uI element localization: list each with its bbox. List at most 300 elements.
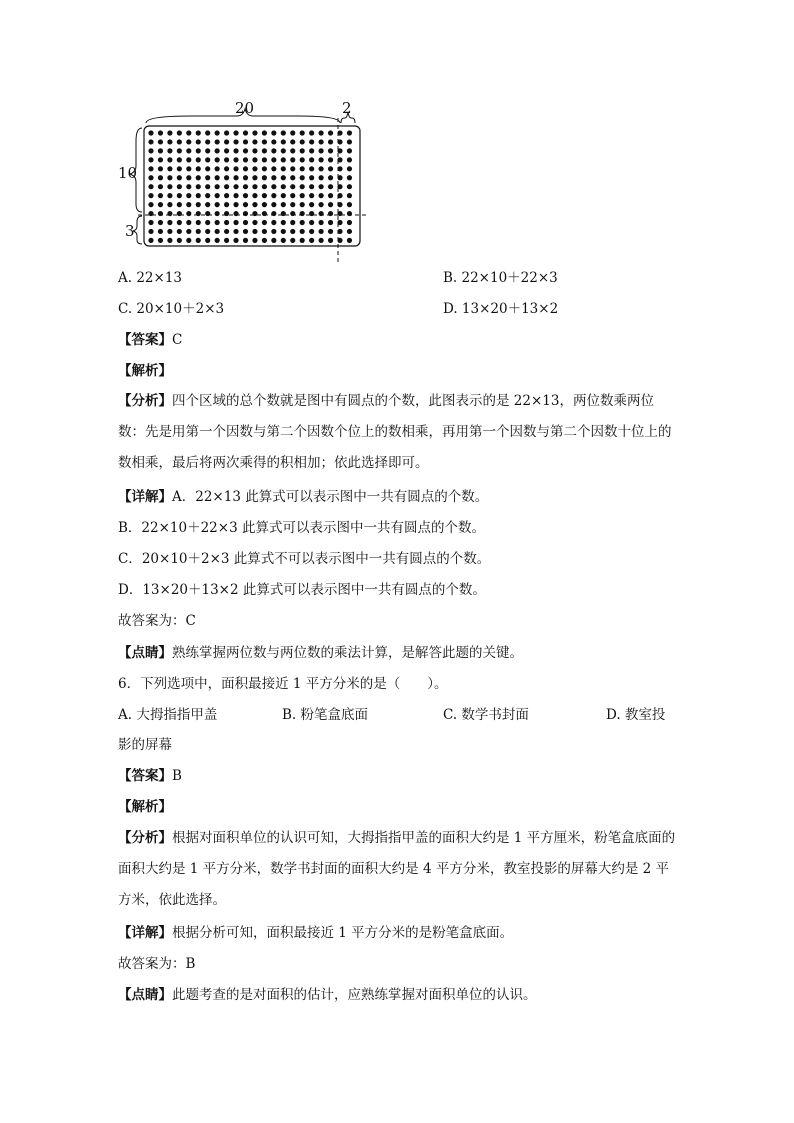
grid-dot — [243, 220, 248, 225]
grid-dot — [309, 139, 314, 144]
grid-dot — [205, 157, 210, 162]
grid-dot — [148, 130, 153, 135]
q6-fenxi — [118, 823, 678, 916]
grid-dot — [196, 193, 201, 198]
q6-option-c: C. 数学书封面 — [443, 707, 529, 723]
grid-dot — [262, 193, 267, 198]
grid-dot — [148, 238, 153, 243]
xiangjie-tag: 【详解】 — [118, 925, 172, 941]
grid-dot — [243, 139, 248, 144]
grid-dot — [167, 139, 172, 144]
grid-dot — [271, 193, 276, 198]
grid-dot — [300, 166, 305, 171]
grid-rectangle — [144, 126, 360, 246]
grid-dot — [347, 220, 352, 225]
grid-dot — [252, 193, 257, 198]
grid-dot — [233, 202, 238, 207]
q6-option-d: D. 教室投 — [606, 707, 666, 723]
grid-dot — [300, 139, 305, 144]
grid-dot — [186, 220, 191, 225]
grid-dot — [215, 229, 220, 234]
grid-dot — [177, 202, 182, 207]
fenxi-tag: 【分析】 — [118, 393, 172, 409]
grid-dot — [319, 220, 324, 225]
fenxi-text: 根据对面积单位的认识可知，大拇指指甲盖的面积大约是 1 平方厘米，粉笔盒底面的面积大约是 1 平方分米，数学书封面的面积大约是 4 平方分米，教室投影的屏幕大约是 2 平方米，依此选择。 — [118, 830, 676, 908]
grid-dot — [262, 166, 267, 171]
detail-a-text: A．22×13 此算式可以表示图中一共有圆点的个数。 — [172, 489, 489, 505]
q5-final-answer: 故答案为：C — [118, 613, 196, 629]
grid-dot — [215, 238, 220, 243]
dianjing-text: 此题考查的是对面积的估计，应熟练掌握对面积单位的认识。 — [172, 987, 537, 1003]
grid-dot — [319, 202, 324, 207]
dianjing-text: 熟练掌握两位数与两位数的乘法计算，是解答此题的关键。 — [172, 645, 523, 661]
grid-dot — [177, 175, 182, 180]
dot-grid-svg — [112, 96, 382, 266]
grid-dot — [262, 130, 267, 135]
q5-detail-d: D．13×20＋13×2 此算式可以表示图中一共有圆点的个数。 — [118, 582, 486, 598]
grid-dot — [309, 193, 314, 198]
grid-dot — [205, 220, 210, 225]
grid-dot — [262, 148, 267, 153]
grid-dot — [319, 229, 324, 234]
answer-value: B — [172, 768, 182, 784]
grid-dot — [300, 157, 305, 162]
grid-dot — [215, 148, 220, 153]
grid-dot — [233, 184, 238, 189]
q6-final-answer: 故答案为：B — [118, 956, 196, 972]
grid-dot — [224, 130, 229, 135]
dianjing-tag: 【点睛】 — [118, 987, 172, 1003]
grid-dot — [215, 139, 220, 144]
grid-dot — [319, 184, 324, 189]
grid-dot — [309, 202, 314, 207]
grid-dot — [224, 193, 229, 198]
grid-dot — [167, 148, 172, 153]
q5-option-c: C. 20×10＋2×3 — [118, 301, 225, 317]
grid-dot — [186, 148, 191, 153]
grid-dot — [243, 175, 248, 180]
grid-dot — [196, 175, 201, 180]
grid-dot — [281, 157, 286, 162]
grid-dot — [158, 220, 163, 225]
q5-dianjing — [118, 643, 523, 663]
grid-dot — [224, 175, 229, 180]
grid-dot — [148, 166, 153, 171]
grid-dot — [328, 157, 333, 162]
grid-dot — [290, 175, 295, 180]
grid-dot — [196, 130, 201, 135]
grid-dot — [347, 193, 352, 198]
grid-dot — [196, 202, 201, 207]
grid-dot — [243, 157, 248, 162]
grid-dot — [290, 184, 295, 189]
grid-dot — [252, 220, 257, 225]
grid-dot — [224, 202, 229, 207]
grid-dot — [215, 193, 220, 198]
grid-dot — [205, 139, 210, 144]
grid-dot — [300, 184, 305, 189]
grid-dot — [158, 193, 163, 198]
grid-dot — [290, 166, 295, 171]
grid-dot — [243, 202, 248, 207]
grid-dot — [300, 220, 305, 225]
grid-dot — [319, 130, 324, 135]
grid-dot — [148, 220, 153, 225]
q5-option-a: A. 22×13 — [118, 270, 182, 286]
grid-dot — [148, 229, 153, 234]
grid-dot — [281, 175, 286, 180]
q6-option-d-cont: 影的屏幕 — [118, 737, 172, 753]
grid-dot — [262, 202, 267, 207]
grid-dot — [177, 157, 182, 162]
grid-dot — [252, 166, 257, 171]
dot-group — [148, 130, 352, 243]
grid-dot — [186, 130, 191, 135]
grid-dot — [224, 220, 229, 225]
grid-dot — [205, 229, 210, 234]
grid-dot — [215, 220, 220, 225]
grid-dot — [224, 148, 229, 153]
grid-dot — [233, 238, 238, 243]
grid-dot — [262, 220, 267, 225]
grid-dot — [215, 175, 220, 180]
grid-dot — [167, 229, 172, 234]
xiangjie-tag: 【详解】 — [118, 489, 172, 505]
grid-dot — [281, 184, 286, 189]
grid-dot — [309, 157, 314, 162]
grid-dot — [252, 139, 257, 144]
grid-dot — [196, 148, 201, 153]
dianjing-tag: 【点睛】 — [118, 645, 172, 661]
grid-dot — [177, 130, 182, 135]
grid-dot — [252, 238, 257, 243]
grid-dot — [309, 148, 314, 153]
grid-dot — [271, 229, 276, 234]
grid-dot — [215, 166, 220, 171]
grid-dot — [262, 229, 267, 234]
grid-dot — [233, 130, 238, 135]
answer-tag: 【答案】 — [118, 768, 172, 784]
grid-dot — [271, 166, 276, 171]
grid-dot — [271, 148, 276, 153]
grid-dot — [205, 193, 210, 198]
grid-dot — [177, 220, 182, 225]
grid-dot — [243, 184, 248, 189]
grid-dot — [167, 220, 172, 225]
grid-dot — [290, 157, 295, 162]
grid-dot — [271, 202, 276, 207]
grid-dot — [196, 238, 201, 243]
grid-dot — [224, 139, 229, 144]
grid-dot — [233, 193, 238, 198]
grid-dot — [319, 148, 324, 153]
grid-dot — [271, 184, 276, 189]
grid-dot — [290, 238, 295, 243]
grid-dot — [233, 229, 238, 234]
grid-dot — [309, 238, 314, 243]
grid-dot — [300, 148, 305, 153]
grid-dot — [224, 238, 229, 243]
grid-dot — [167, 166, 172, 171]
grid-dot — [186, 166, 191, 171]
grid-dot — [243, 148, 248, 153]
grid-dot — [309, 130, 314, 135]
grid-dot — [271, 157, 276, 162]
grid-dot — [186, 157, 191, 162]
grid-dot — [177, 229, 182, 234]
grid-dot — [347, 130, 352, 135]
grid-dot — [281, 229, 286, 234]
grid-dot — [224, 166, 229, 171]
grid-dot — [281, 193, 286, 198]
grid-dot — [252, 202, 257, 207]
q5-detail-b: B．22×10＋22×3 此算式可以表示图中一共有圆点的个数。 — [118, 520, 485, 536]
grid-dot — [319, 157, 324, 162]
grid-dot — [233, 139, 238, 144]
grid-dot — [158, 184, 163, 189]
grid-dot — [262, 238, 267, 243]
grid-dot — [281, 139, 286, 144]
grid-dot — [347, 184, 352, 189]
grid-dot — [186, 229, 191, 234]
label-3: 3 — [125, 222, 135, 240]
grid-dot — [271, 175, 276, 180]
grid-dot — [281, 238, 286, 243]
grid-dot — [186, 238, 191, 243]
q5-analysis-header: 【解析】 — [118, 363, 172, 379]
grid-dot — [281, 148, 286, 153]
q6-xiangjie — [118, 923, 513, 943]
grid-dot — [205, 166, 210, 171]
fenxi-text: 四个区域的总个数就是图中有圆点的个数，此图表示的是 22×13，两位数乘两位数：先是用第一个因数与第二个因数个位上的数相乘，再用第一个因数与第二个因数十位上的数相乘，最后将两次乘得的积相加；依此选择即可。 — [118, 393, 672, 471]
grid-dot — [252, 175, 257, 180]
grid-dot — [347, 157, 352, 162]
q6-option-a: A. 大拇指指甲盖 — [118, 707, 218, 723]
grid-dot — [328, 139, 333, 144]
grid-dot — [243, 130, 248, 135]
grid-dot — [205, 184, 210, 189]
grid-dot — [290, 148, 295, 153]
grid-dot — [328, 193, 333, 198]
grid-dot — [243, 193, 248, 198]
grid-dot — [328, 148, 333, 153]
grid-dot — [309, 175, 314, 180]
grid-dot — [328, 202, 333, 207]
grid-dot — [328, 166, 333, 171]
grid-dot — [158, 166, 163, 171]
grid-dot — [167, 130, 172, 135]
grid-dot — [158, 139, 163, 144]
grid-dot — [148, 193, 153, 198]
grid-dot — [243, 229, 248, 234]
grid-dot — [300, 229, 305, 234]
grid-dot — [224, 184, 229, 189]
grid-dot — [186, 139, 191, 144]
grid-dot — [205, 202, 210, 207]
answer-value: C — [172, 332, 183, 348]
grid-dot — [347, 238, 352, 243]
grid-dot — [205, 238, 210, 243]
grid-dot — [224, 229, 229, 234]
grid-dot — [233, 220, 238, 225]
dot-grid-figure — [112, 96, 382, 266]
grid-dot — [158, 130, 163, 135]
grid-dot — [186, 184, 191, 189]
q5-fenxi — [118, 386, 678, 479]
grid-dot — [271, 139, 276, 144]
label-2: 2 — [342, 99, 352, 117]
grid-dot — [167, 175, 172, 180]
grid-dot — [300, 130, 305, 135]
grid-dot — [271, 220, 276, 225]
grid-dot — [328, 238, 333, 243]
grid-dot — [309, 220, 314, 225]
grid-dot — [252, 148, 257, 153]
grid-dot — [205, 175, 210, 180]
grid-dot — [215, 130, 220, 135]
grid-dot — [205, 148, 210, 153]
grid-dot — [300, 202, 305, 207]
grid-dot — [290, 202, 295, 207]
grid-dot — [271, 130, 276, 135]
grid-dot — [186, 193, 191, 198]
grid-dot — [196, 184, 201, 189]
grid-dot — [290, 193, 295, 198]
grid-dot — [252, 157, 257, 162]
grid-dot — [177, 238, 182, 243]
grid-dot — [281, 202, 286, 207]
grid-dot — [290, 130, 295, 135]
grid-dot — [167, 184, 172, 189]
q6-dianjing — [118, 985, 537, 1005]
grid-dot — [290, 139, 295, 144]
grid-dot — [262, 139, 267, 144]
grid-dot — [148, 139, 153, 144]
grid-dot — [300, 175, 305, 180]
grid-dot — [167, 193, 172, 198]
grid-dot — [328, 130, 333, 135]
grid-dot — [233, 175, 238, 180]
grid-dot — [148, 148, 153, 153]
label-20: 20 — [235, 99, 255, 117]
grid-dot — [224, 157, 229, 162]
grid-dot — [328, 229, 333, 234]
fenxi-tag: 【分析】 — [118, 830, 172, 846]
grid-dot — [347, 175, 352, 180]
grid-dot — [300, 193, 305, 198]
grid-dot — [319, 193, 324, 198]
grid-dot — [158, 148, 163, 153]
grid-dot — [328, 220, 333, 225]
grid-dot — [252, 184, 257, 189]
grid-dot — [167, 238, 172, 243]
grid-dot — [347, 139, 352, 144]
grid-dot — [177, 184, 182, 189]
grid-dot — [205, 130, 210, 135]
grid-dot — [347, 148, 352, 153]
grid-dot — [186, 202, 191, 207]
q6-option-b: B. 粉笔盒底面 — [282, 707, 369, 723]
grid-dot — [158, 238, 163, 243]
grid-dot — [167, 157, 172, 162]
xiangjie-text: 根据分析可知，面积最接近 1 平方分米的是粉笔盒底面。 — [172, 925, 514, 941]
grid-dot — [281, 220, 286, 225]
grid-dot — [233, 157, 238, 162]
grid-dot — [158, 202, 163, 207]
grid-dot — [233, 166, 238, 171]
grid-dot — [158, 157, 163, 162]
grid-dot — [196, 157, 201, 162]
grid-dot — [148, 184, 153, 189]
grid-dot — [300, 238, 305, 243]
grid-dot — [215, 202, 220, 207]
q5-detail-a — [118, 487, 488, 507]
grid-dot — [328, 184, 333, 189]
grid-dot — [290, 220, 295, 225]
grid-dot — [196, 166, 201, 171]
grid-dot — [196, 229, 201, 234]
grid-dot — [328, 175, 333, 180]
grid-dot — [177, 166, 182, 171]
grid-dot — [319, 166, 324, 171]
grid-dot — [347, 202, 352, 207]
grid-dot — [319, 238, 324, 243]
grid-dot — [186, 175, 191, 180]
q6-answer — [118, 766, 182, 786]
grid-dot — [252, 229, 257, 234]
grid-dot — [158, 229, 163, 234]
grid-dot — [309, 229, 314, 234]
grid-dot — [148, 157, 153, 162]
grid-dot — [215, 157, 220, 162]
grid-dot — [262, 184, 267, 189]
grid-dot — [177, 139, 182, 144]
grid-dot — [196, 220, 201, 225]
label-10: 10 — [118, 164, 138, 182]
grid-dot — [243, 166, 248, 171]
grid-dot — [309, 166, 314, 171]
grid-dot — [148, 202, 153, 207]
grid-dot — [290, 229, 295, 234]
grid-dot — [347, 166, 352, 171]
grid-dot — [347, 229, 352, 234]
grid-dot — [167, 202, 172, 207]
grid-dot — [309, 184, 314, 189]
grid-dot — [319, 175, 324, 180]
answer-tag: 【答案】 — [118, 332, 172, 348]
q5-option-d: D. 13×20＋13×2 — [443, 301, 559, 317]
grid-dot — [262, 175, 267, 180]
grid-dot — [196, 139, 201, 144]
grid-dot — [215, 184, 220, 189]
grid-dot — [319, 139, 324, 144]
grid-dot — [148, 175, 153, 180]
q5-answer — [118, 330, 182, 350]
grid-dot — [243, 238, 248, 243]
grid-dot — [252, 130, 257, 135]
q6-stem: 6．下列选项中，面积最接近 1 平方分米的是（ ）。 — [118, 676, 448, 692]
grid-dot — [158, 175, 163, 180]
grid-dot — [262, 157, 267, 162]
grid-dot — [271, 238, 276, 243]
q6-analysis-header: 【解析】 — [118, 799, 172, 815]
q5-option-b: B. 22×10＋22×3 — [443, 270, 558, 286]
grid-dot — [281, 130, 286, 135]
q5-detail-c: C．20×10＋2×3 此算式不可以表示图中一共有圆点的个数。 — [118, 551, 491, 567]
grid-dot — [177, 148, 182, 153]
grid-dot — [233, 148, 238, 153]
grid-dot — [281, 166, 286, 171]
